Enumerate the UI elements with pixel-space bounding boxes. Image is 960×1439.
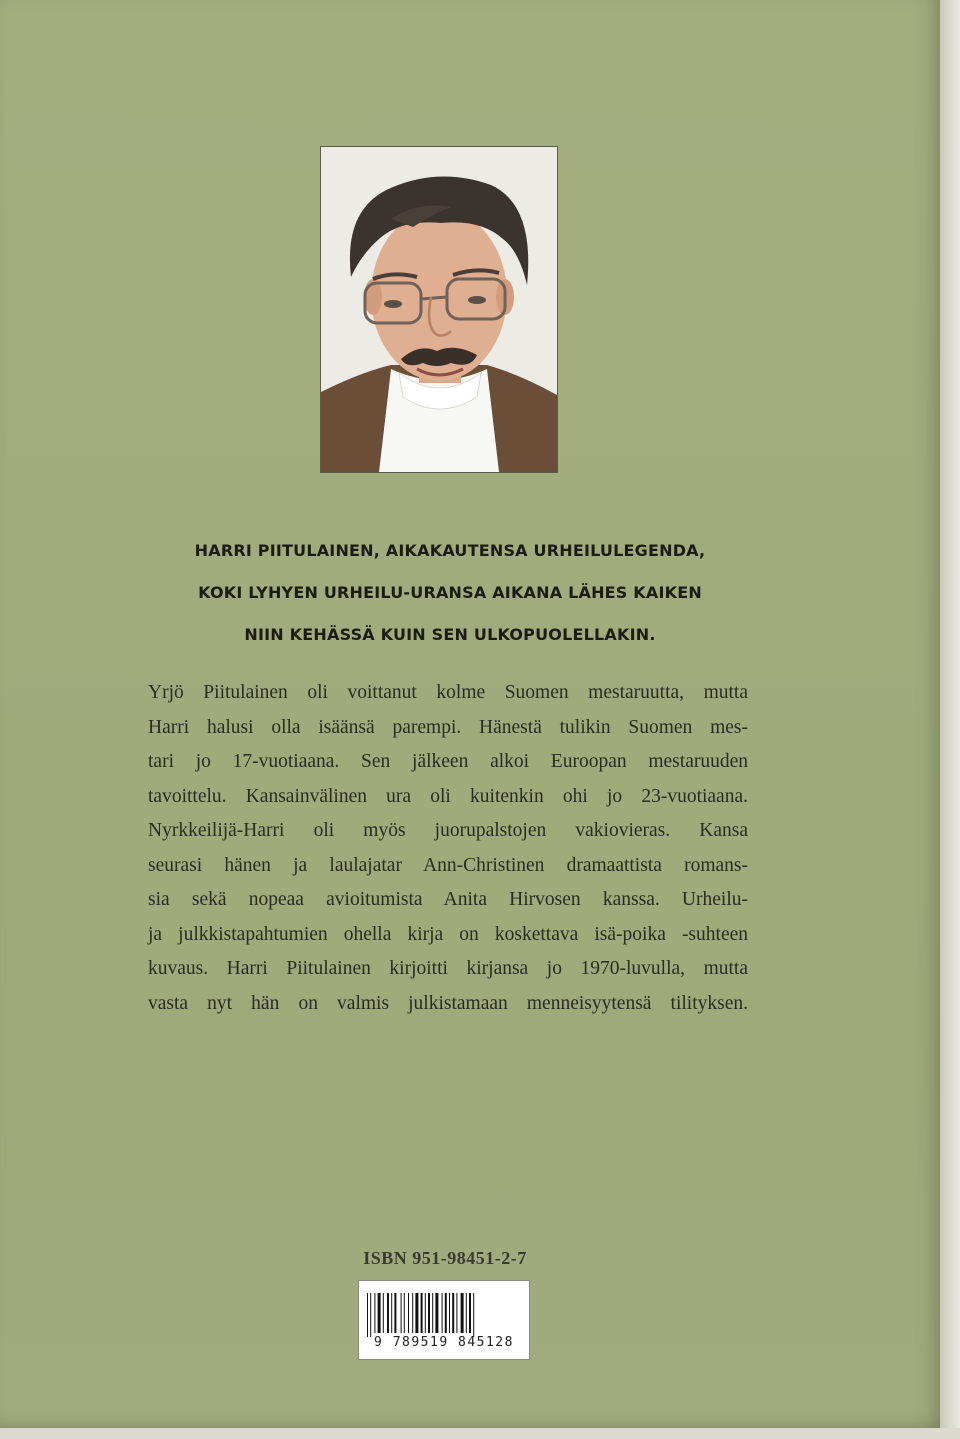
blurb-line: kuvaus. Harri Piitulainen kirjoitti kirjansa jo 1970-luvulla, mutta bbox=[148, 958, 748, 979]
isbn-label: ISBN 951-98451-2-7 bbox=[363, 1248, 527, 1268]
blurb-line: tari jo 17-vuotiaana. Sen jälkeen alkoi Euroopan mestaruuden bbox=[148, 751, 748, 772]
headline-line: HARRI PIITULAINEN, AIKAKAUTENSA URHEILULEGENDA, bbox=[194, 541, 706, 560]
page-edge bbox=[940, 0, 960, 1439]
barcode-number: 9 789519 845128 bbox=[374, 1335, 514, 1350]
blurb-line: Harri halusi olla isäänsä parempi. Hänestä tulikin Suomen mes- bbox=[148, 716, 748, 738]
headline-line: KOKI LYHYEN URHEILU-URANSA AIKANA LÄHES KAIKEN bbox=[198, 583, 702, 602]
page-bottom-edge bbox=[0, 1428, 960, 1439]
blurb-line: tavoittelu. Kansainvälinen ura oli kuitenkin ohi jo 23-vuotiaana. bbox=[148, 785, 748, 807]
headline bbox=[100, 530, 800, 656]
barcode-bars bbox=[365, 1293, 523, 1337]
blurb-line: vasta nyt hän on valmis julkistamaan menneisyytensä tilityksen. bbox=[148, 992, 748, 1014]
blurb-line: ja julkkistapahtumien ohella kirja on koskettava isä-poika -suhteen bbox=[148, 923, 748, 945]
blurb-line: sia sekä nopeaa avioitumista Anita Hirvosen kanssa. Urheilu- bbox=[148, 889, 748, 910]
author-portrait-image bbox=[321, 147, 557, 472]
blurb bbox=[148, 676, 748, 1021]
headline-line: NIIN KEHÄSSÄ KUIN SEN ULKOPUOLELLAKIN. bbox=[244, 625, 656, 644]
blurb-line: seurasi hänen ja laulajatar Ann-Christinen dramaattista romans- bbox=[148, 854, 748, 876]
blurb-line: Nyrkkeilijä-Harri oli myös juorupalstojen vakiovieras. Kansa bbox=[148, 820, 748, 841]
blurb-line: Yrjö Piitulainen oli voittanut kolme Suomen mestaruutta, mutta bbox=[148, 682, 748, 703]
barcode bbox=[358, 1280, 530, 1360]
author-photo bbox=[320, 146, 558, 473]
